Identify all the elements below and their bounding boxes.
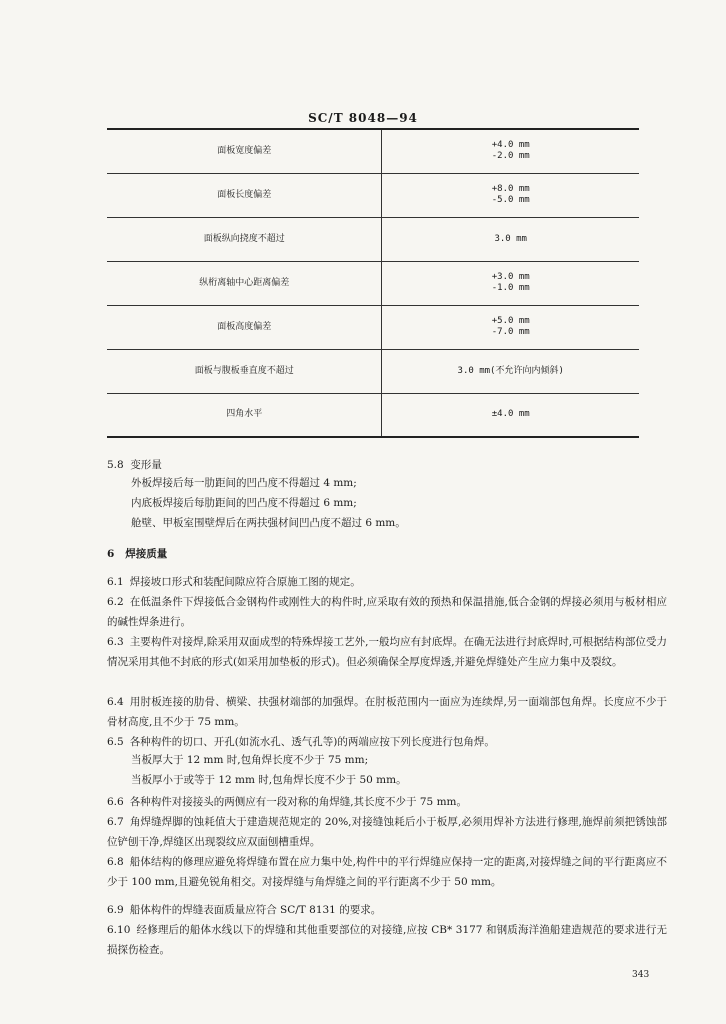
table-row [107, 173, 639, 217]
value-cell [382, 173, 639, 217]
clause-text: 在低温条件下焊接低合金钢构件或刚性大的构件时,应采取有效的预热和保温措施,低合金钢的焊接必须用与板材相应的碱性焊条进行。 [107, 596, 667, 628]
section-number: 5.8 [107, 459, 124, 471]
clause-text: 角焊缝焊脚的蚀耗值大于建造规范规定的 20%,对接缝蚀耗后小于板厚,必须用焊补方法进行修理,施焊前须把锈蚀部位铲刨干净,焊缝区出现裂纹应双面刨槽重焊。 [107, 816, 667, 848]
clause-text: 船体结构的修理应避免将焊缝布置在应力集中处,构件中的平行焊缝应保持一定的距离,对接焊缝之间的平行距离应不少于 100 mm,且避免锐角相交。对接焊缝与角焊缝之间的平行距离不少于 50 mm。 [107, 856, 667, 888]
clause-text: 焊接坡口形式和装配间隙应符合原施工图的规定。 [129, 576, 361, 588]
table-row [107, 261, 639, 305]
para-6-6 [107, 792, 667, 812]
table-row [107, 349, 639, 393]
page-header: SC/T 8048—94 [308, 111, 418, 125]
value-line: -2.0 mm [491, 151, 530, 162]
value-line: +3.0 mm [491, 272, 530, 282]
s58-line-3: 舱壁、甲板室围壁焊后在两扶强材间凹凸度不超过 6 mm。 [131, 517, 406, 529]
value-line: -7.0 mm [491, 327, 530, 337]
value-line: 3.0 mm(不允许向内倾斜) [457, 365, 564, 376]
s58-line-1: 外板焊接后每一肋距间的凹凸度不得超过 4 mm; [131, 477, 357, 489]
s58-line-2: 内底板焊接后每肋距间的凹凸度不得超过 6 mm; [131, 497, 357, 509]
para-6-10 [107, 920, 667, 960]
value-cell [382, 217, 639, 261]
item-cell: 面板与腹板垂直度不超过 [107, 349, 382, 393]
value-cell [382, 261, 639, 305]
s65-line-2: 当板厚小于或等于 12 mm 时,包角焊长度不少于 50 mm。 [131, 774, 407, 786]
page-number: 343 [632, 970, 650, 980]
value-cell [382, 393, 639, 437]
table-row [107, 129, 639, 173]
clause-number: 6.10 [107, 924, 131, 936]
item-cell: 四角水平 [107, 393, 382, 437]
clause-text: 各种构件的切口、开孔(如流水孔、透气孔等)的两端应按下列长度进行包角焊。 [129, 736, 495, 748]
section-title: 焊接质量 [125, 548, 168, 560]
section-6-heading [107, 546, 167, 561]
s65-line-1: 当板厚大于 12 mm 时,包角焊长度不少于 75 mm; [131, 754, 369, 766]
para-6-4 [107, 692, 667, 732]
value-cell [382, 305, 639, 349]
value-line: -5.0 mm [491, 195, 530, 205]
value-line: +8.0 mm [491, 184, 530, 194]
para-6-7 [107, 812, 667, 852]
para-6-5 [107, 732, 667, 752]
item-cell: 面板高度偏差 [107, 305, 382, 349]
clause-text: 用肘板连接的肋骨、横梁、扶强材端部的加强焊。在肘板范围内一面应为连续焊,另一面端部包角焊。长度应不少于骨材高度,且不少于 75 mm。 [107, 696, 667, 728]
value-line: +5.0 mm [491, 316, 530, 326]
clause-number: 6.5 [107, 736, 124, 748]
para-6-1 [107, 572, 667, 592]
clause-number: 6.1 [107, 576, 124, 588]
section-title: 变形量 [130, 459, 162, 471]
table-row [107, 217, 639, 261]
value-line: -1.0 mm [491, 283, 530, 293]
item-cell: 纵桁离轴中心距离偏差 [107, 261, 382, 305]
item-cell: 面板长度偏差 [107, 173, 382, 217]
clause-number: 6.8 [107, 856, 124, 868]
clause-text: 主要构件对接焊,除采用双面成型的特殊焊接工艺外,一般均应有封底焊。在确无法进行封底焊时,可根据结构部位受力情况采用其他不封底的形式(如采用加垫板的形式)。但必须确保全厚度焊透,并避免焊缝处产生应力集中及裂纹。 [107, 636, 667, 668]
clause-number: 6.2 [107, 596, 124, 608]
clause-text: 经修理后的船体水线以下的焊缝和其他重要部位的对接缝,应按 CB* 3177 和钢质海洋渔船建造规范的要求进行无损探伤检查。 [107, 924, 667, 956]
section-number: 6 [107, 548, 115, 560]
table-row [107, 305, 639, 349]
clause-text: 各种构件对接接头的两侧应有一段对称的角焊缝,其长度不少于 75 mm。 [129, 796, 467, 808]
clause-number: 6.7 [107, 816, 124, 828]
value-cell [382, 129, 639, 173]
para-6-3 [107, 632, 667, 672]
section-5-8-heading [107, 457, 162, 472]
value-cell [382, 349, 639, 393]
clause-number: 6.4 [107, 696, 124, 708]
clause-number: 6.9 [107, 904, 124, 916]
clause-text: 船体构件的焊缝表面质量应符合 SC/T 8131 的要求。 [129, 904, 382, 916]
value-line: 3.0 mm [494, 233, 527, 244]
item-cell: 面板纵向挠度不超过 [107, 217, 382, 261]
value-line: ±4.0 mm [491, 409, 530, 420]
tolerance-table [107, 128, 639, 438]
value-line: +4.0 mm [491, 140, 530, 151]
item-cell: 面板宽度偏差 [107, 129, 382, 173]
para-6-2 [107, 592, 667, 632]
para-6-9 [107, 900, 667, 920]
clause-number: 6.6 [107, 796, 124, 808]
para-6-8 [107, 852, 667, 892]
table-row [107, 393, 639, 437]
clause-number: 6.3 [107, 636, 124, 648]
